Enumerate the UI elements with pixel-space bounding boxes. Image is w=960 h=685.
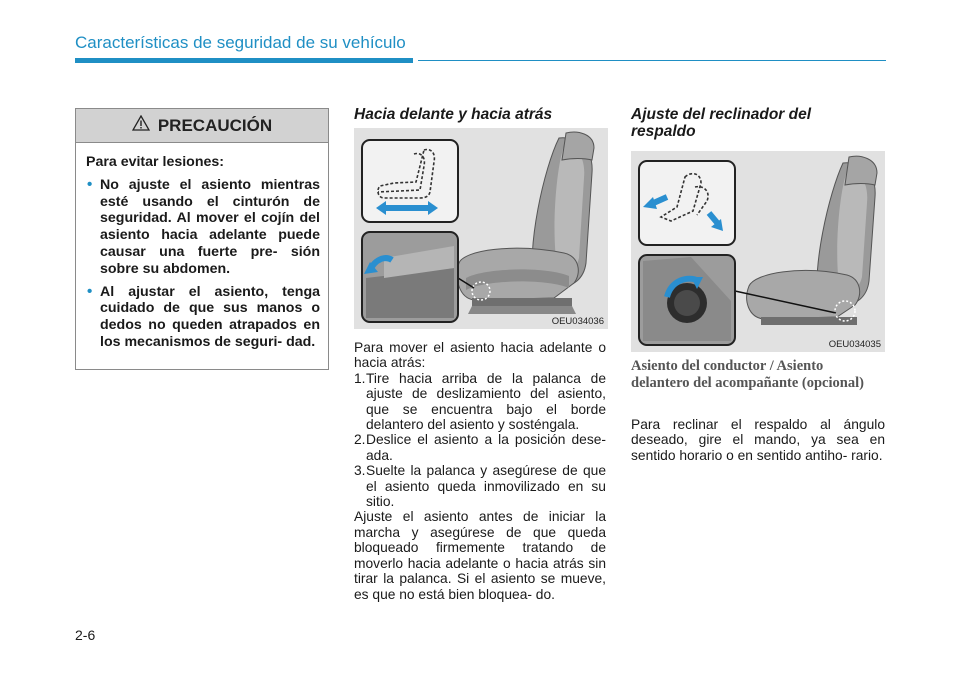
header-rule xyxy=(418,60,886,61)
caution-intro: Para evitar lesiones: xyxy=(86,154,225,170)
recline-subheading: Asiento del conductor / Asiento delantero del acompañante (opcional) xyxy=(631,358,864,391)
step-item: 3. Suelte la palanca y asegúrese de que el asiento queda inmovilizado en su sitio. xyxy=(354,463,606,510)
caution-header xyxy=(76,109,328,143)
recline-text: Para reclinar el respaldo al ángulo deseado, gire el mando, ya sea en sentido horario o en sentido antiho- rario. xyxy=(631,417,885,463)
recline-body xyxy=(631,417,885,463)
forward-body xyxy=(354,340,606,602)
section-header-title: Características de seguridad de su vehículo xyxy=(75,33,406,52)
step-item: 1. Tire hacia arriba de la palanca de ajuste de deslizamiento del asiento, que se encuentra bajo el borde delantero del asiento y sosténgala. xyxy=(354,370,606,433)
caution-title: PRECAUCIÓN xyxy=(157,115,273,135)
caution-item: • Al ajustar el asiento, tenga cuidado de que sus manos o dedos no queden atrapados en los mecanismos de seguri- dad. xyxy=(86,284,320,351)
header-accent-bar xyxy=(75,58,413,63)
figure-code: OEU034035 xyxy=(828,339,881,350)
caution-list xyxy=(86,177,320,351)
figure-seat-slide xyxy=(354,128,608,329)
heading-recline: Ajuste del reclinador del respaldo xyxy=(631,106,812,140)
page-number: 2-6 xyxy=(75,627,96,643)
step-item: 2. Deslice el asiento a la posición dese- ada. xyxy=(354,432,606,463)
heading-forward-backward: Hacia delante y hacia atrás xyxy=(354,106,553,123)
forward-intro: Para mover el asiento hacia adelante o hacia atrás: xyxy=(354,340,606,371)
figure-code: OEU034036 xyxy=(551,316,604,327)
forward-steps xyxy=(354,371,606,510)
caution-body xyxy=(76,143,328,351)
figure-seat-recline xyxy=(631,151,885,352)
caution-box xyxy=(75,108,329,370)
warning-triangle-icon xyxy=(132,115,150,136)
forward-note: Ajuste el asiento antes de iniciar la marcha y asegúrese de que queda bloqueado firmemente tratando de moverlo hacia adelante o hacia atrás sin tirar la palanca. Si el asiento se mueve, es que no está bien bloquea- do. xyxy=(354,509,606,602)
caution-item: • No ajuste el asiento mientras esté usando el cinturón de seguridad. Al mover el cojín del asiento hacia adelante puede causar una fuerte pre- sión sobre su abdomen. xyxy=(86,177,320,278)
